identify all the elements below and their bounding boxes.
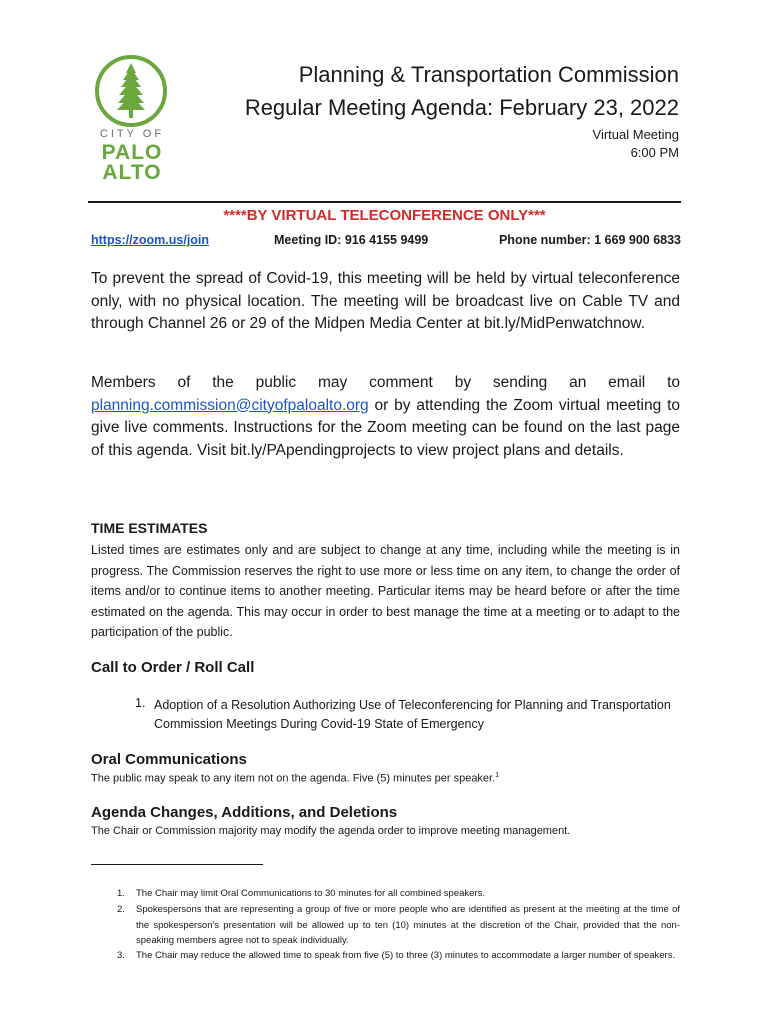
page-title-line2: Regular Meeting Agenda: February 23, 2022	[244, 95, 679, 120]
virtual-only-banner: ****BY VIRTUAL TELECONFERENCE ONLY***	[223, 207, 546, 224]
intro-paragraph-1: To prevent the spread of Covid-19, this meeting will be held by virtual teleconference only, with no physical location. The meeting will be broadcast live on Cable TV and through Channel 26 or 29 of the Midpen Media Center at bit.ly/MidPenwatchnow.	[91, 270, 680, 332]
redwood-tree-icon	[95, 55, 167, 127]
footnote-text: Spokespersons that are representing a group of five or more people who are identified as present at the meeting at the time of the spokesperson’s presentation will be allowed up to ten (10) minutes at the discretion of the Chair, provided that the non-speaking members agree not to speak individually.	[136, 904, 680, 946]
intro-p2-after: or by attending the Zoom virtual meeting to give live comments. Instructions for the Zoom meeting can be found on the last page of this agenda. Visit bit.ly/PApendingprojects to view project plans and details.	[91, 396, 680, 459]
footnote-number: 1.	[117, 888, 125, 899]
call-to-order-heading: Call to Order / Roll Call	[91, 659, 255, 676]
footnote-ref: 1	[495, 772, 500, 779]
footnote-text: The Chair may reduce the allowed time to speak from five (5) to three (3) minutes to accommodate a larger number of speakers.	[136, 950, 676, 961]
footnote-divider	[91, 864, 263, 865]
footnote-item	[91, 886, 680, 902]
meeting-time: 6:00 PM	[630, 145, 679, 160]
agenda-item-text: Adoption of a Resolution Authorizing Use of Teleconferencing for Planning and Transportation Commission Meetings During Covid-19 State of Emergency	[154, 698, 671, 731]
oral-communications-text	[91, 772, 499, 785]
intro-p2-before: Members of the public may comment by sending an email to	[91, 374, 680, 391]
phone-number: Phone number: 1 669 900 6833	[498, 233, 681, 247]
logo-alto-text: ALTO	[102, 161, 162, 184]
footnote-number: 2.	[117, 904, 125, 915]
agenda-changes-text: The Chair or Commission majority may modify the agenda order to improve meeting management.	[91, 825, 571, 837]
agenda-changes-heading: Agenda Changes, Additions, and Deletions	[91, 804, 398, 821]
footnote-item	[91, 948, 680, 980]
zoom-join-link[interactable]: https://zoom.us/join	[91, 233, 210, 247]
oral-communications-body: The public may speak to any item not on the agenda. Five (5) minutes per speaker.	[91, 772, 496, 785]
oral-communications-heading: Oral Communications	[91, 751, 247, 768]
agenda-item-number: 1.	[135, 696, 146, 710]
logo-palo-text: PALO	[101, 141, 163, 164]
logo-city-of-text: CITY OF	[99, 128, 165, 140]
footnote-text: The Chair may limit Oral Communications to 30 minutes for all combined speakers.	[136, 888, 485, 899]
footnote-item	[91, 902, 680, 949]
intro-paragraph-2	[91, 372, 680, 462]
time-estimates-heading: TIME ESTIMATES	[91, 520, 208, 536]
header-divider	[88, 201, 681, 203]
commission-email-link[interactable]: planning.commission@cityofpaloalto.org	[91, 396, 369, 414]
time-estimates-body: Listed times are estimates only and are subject to change at any time, including while the meeting is in progress. The Commission reserves the right to use more or less time on any item, to change the order of items and/or to continue items to another meeting. Particular items may be heard before or after the time estimated on the agenda. This may occur in order to best manage the time at a meeting or to adapt to the participation of the public.	[91, 543, 680, 639]
meeting-id: Meeting ID: 916 4155 9499	[274, 233, 429, 247]
footnote-number: 3.	[117, 950, 125, 961]
meeting-type: Virtual Meeting	[592, 127, 679, 142]
page-title-line1: Planning & Transportation Commission	[298, 62, 679, 87]
